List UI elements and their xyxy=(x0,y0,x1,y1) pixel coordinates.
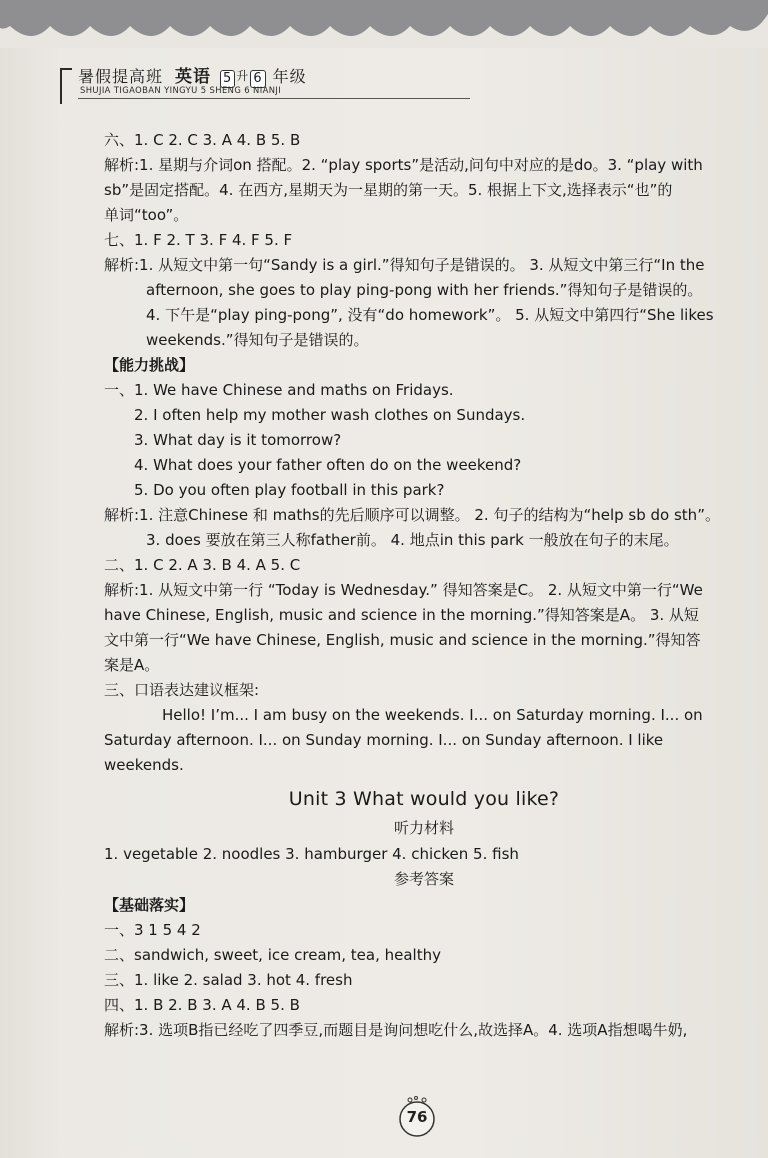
explanation-line: 文中第一行“We have Chinese, English, music and science in the morning.”得知答 xyxy=(104,631,701,649)
page-number-badge xyxy=(394,1094,440,1140)
answer-line: 六、1. C 2. C 3. A 4. B 5. B xyxy=(104,131,301,149)
answers-title: 参考答案 xyxy=(393,870,454,888)
speaking-frame-line: weekends. xyxy=(104,756,184,774)
unit-title: Unit 3 What would you like? xyxy=(288,788,560,810)
speaking-frame-line: Hello! I’m... I am busy on the weekends. I... on Saturday morning. I... on xyxy=(162,706,703,724)
answer-line: 三、1. like 2. salad 3. hot 4. fresh xyxy=(104,971,353,989)
explanation-line: 3. does 要放在第三人称father前。 4. 地点in this park 一般放在句子的末尾。 xyxy=(146,531,679,549)
explanation-line: 解析:1. 从短文中第一行 “Today is Wednesday.” 得知答案是C。 2. 从短文中第一行“We xyxy=(104,581,703,599)
explanation-line: have Chinese, English, music and science in the morning.”得知答案是A。 3. 从短 xyxy=(104,606,699,624)
explanation-line: 解析:1. 注意Chinese 和 maths的先后顺序可以调整。 2. 句子的结构为“help sb do sth”。 xyxy=(104,506,720,524)
page-number: 76 xyxy=(406,1108,428,1126)
answer-line: 二、sandwich, sweet, ice cream, tea, healthy xyxy=(104,946,441,964)
scalloped-top-border xyxy=(0,0,768,48)
explanation-line: weekends.”得知句子是错误的。 xyxy=(146,331,369,349)
answer-content xyxy=(104,128,744,1043)
explanation-line: sb”是固定搭配。4. 在西方,星期天为一星期的第一天。5. 根据上下文,选择表示“也”的 xyxy=(104,181,673,199)
explanation-line: afternoon, she goes to play ping-pong with her friends.”得知句子是错误的。 xyxy=(146,281,703,299)
answer-line: 七、1. F 2. T 3. F 4. F 5. F xyxy=(104,231,293,249)
explanation-line: 解析:1. 星期与介词on 搭配。2. “play sports”是活动,问句中对应的是do。3. “play with xyxy=(104,156,703,174)
answer-line: 2. I often help my mother wash clothes on Sundays. xyxy=(134,406,526,424)
speaking-frame-line: Saturday afternoon. I... on Sunday morning. I... on Sunday afternoon. I like xyxy=(104,731,664,749)
section-heading: 【基础落实】 xyxy=(104,896,195,914)
answer-line: 一、1. We have Chinese and maths on Fridays. xyxy=(104,381,454,399)
answer-line: 四、1. B 2. B 3. A 4. B 5. B xyxy=(104,996,300,1014)
explanation-line: 单词“too”。 xyxy=(104,206,189,224)
grade-suffix: 年级 xyxy=(272,67,307,86)
explanation-line: 案是A。 xyxy=(104,656,160,674)
page-header xyxy=(60,60,480,106)
answer-line: 5. Do you often play football in this park? xyxy=(134,481,445,499)
explanation-line: 4. 下午是“play ping-pong”, 没有“do homework”。 5. 从短文中第四行“She likes xyxy=(146,306,714,324)
answer-line: 4. What does your father often do on the weekend? xyxy=(134,456,522,474)
series-title: 暑假提高班 xyxy=(78,67,164,86)
header-pinyin: SHUJIA TIGAOBAN YINGYU 5 SHENG 6 NIANJI xyxy=(80,85,282,95)
grade-from-box: 5 xyxy=(220,70,235,88)
header-bracket xyxy=(60,68,72,104)
header-divider xyxy=(78,98,470,99)
answer-line: 一、3 1 5 4 2 xyxy=(104,921,201,939)
grade-to-box: 6 xyxy=(250,70,265,88)
subject-label: 英语 xyxy=(175,67,212,87)
section-heading: 三、口语表达建议框架: xyxy=(104,681,260,699)
grade-mid-label: 升 xyxy=(236,69,250,83)
section-heading: 【能力挑战】 xyxy=(104,356,195,374)
listening-items: 1. vegetable 2. noodles 3. hamburger 4. chicken 5. fish xyxy=(104,845,519,863)
answer-line: 二、1. C 2. A 3. B 4. A 5. C xyxy=(104,556,301,574)
listening-title: 听力材料 xyxy=(393,819,454,837)
explanation-line: 解析:3. 选项B指已经吃了四季豆,而题目是询问想吃什么,故选择A。4. 选项A指想喝牛奶, xyxy=(104,1021,688,1039)
answer-line: 3. What day is it tomorrow? xyxy=(134,431,342,449)
explanation-line: 解析:1. 从短文中第一句“Sandy is a girl.”得知句子是错误的。 3. 从短文中第三行“In the xyxy=(104,256,705,274)
